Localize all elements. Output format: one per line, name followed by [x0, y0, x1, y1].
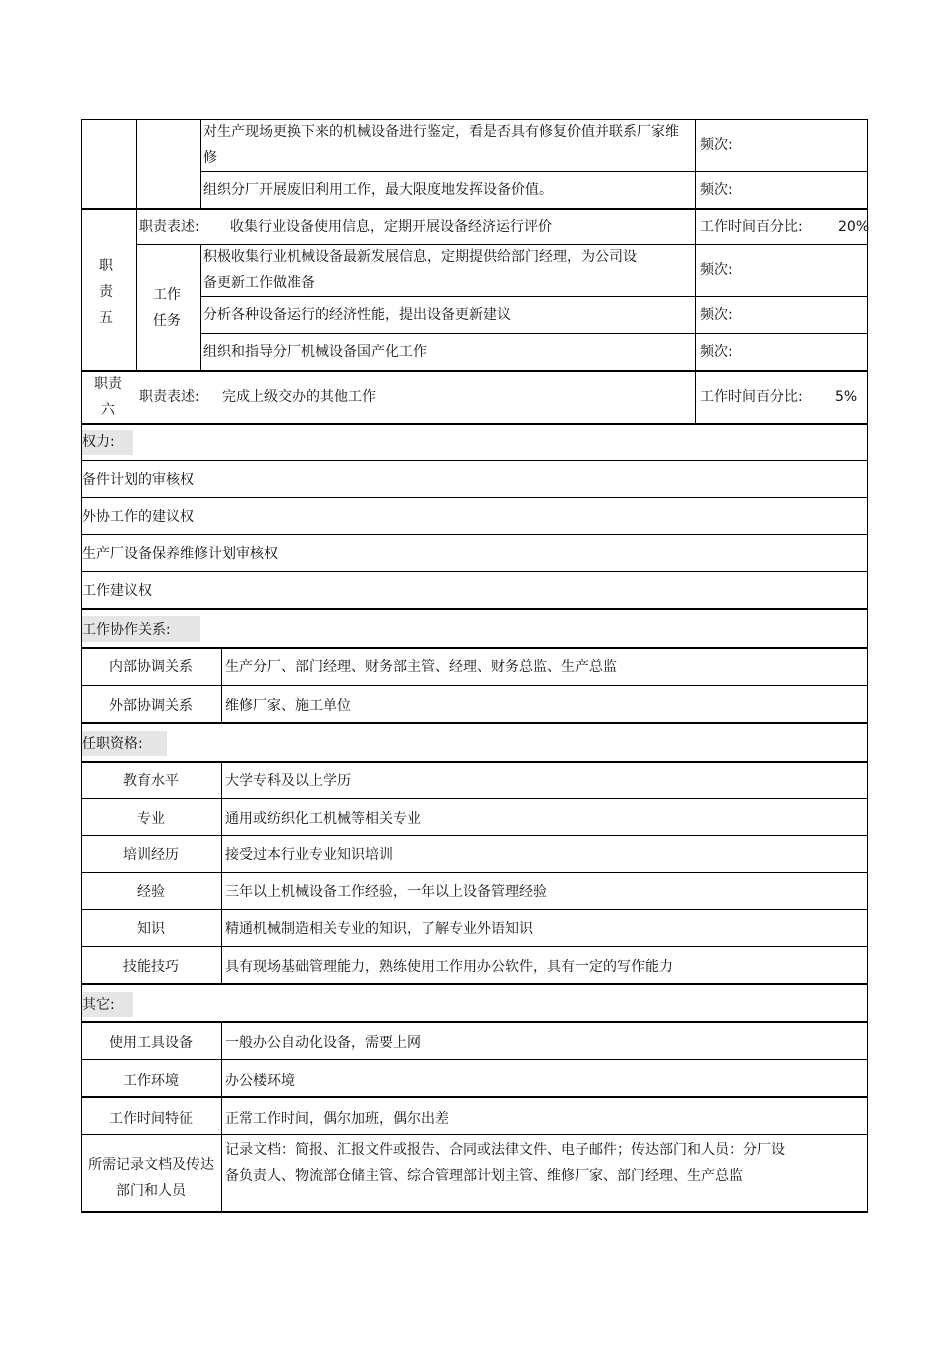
qualification-label: 经验: [137, 884, 165, 900]
other-label: 使用工具设备: [109, 1035, 193, 1051]
authority-item: 生产厂设备保养维修计划审核权: [82, 546, 278, 562]
other-value: 正常工作时间，偶尔加班，偶尔出差: [225, 1111, 449, 1127]
frequency-label: 频次:: [700, 262, 733, 278]
qualification-value: 通用或纺织化工机械等相关专业: [225, 811, 421, 827]
qualification-value: 三年以上机械设备工作经验，一年以上设备管理经验: [225, 884, 547, 900]
authority-title: 权力:: [82, 434, 115, 450]
task-text: 对生产现场更换下来的机械设备进行鉴定，看是否具有修复价值并联系厂家维修: [203, 124, 679, 166]
qualification-label: 知识: [137, 921, 165, 937]
qualification-label: 技能技巧: [123, 959, 179, 975]
task-text: 分析各种设备运行的经济性能，提出设备更新建议: [203, 307, 511, 323]
other-value: 一般办公自动化设备，需要上网: [225, 1035, 421, 1051]
qualification-value: 具有现场基础管理能力，熟练使用工作用办公软件，具有一定的写作能力: [225, 959, 673, 975]
other-title: 其它:: [82, 997, 115, 1013]
time-percent-value: 20%: [838, 219, 870, 235]
task-text: 组织和指导分厂机械设备国产化工作: [203, 344, 427, 360]
cooperation-label: 外部协调关系: [109, 698, 193, 714]
resp5-label: 职 责 五: [99, 258, 113, 326]
statement-label: 职责表述:: [139, 389, 200, 405]
statement-text: 收集行业设备使用信息，定期开展设备经济运行评价: [230, 219, 552, 235]
qualification-label: 教育水平: [123, 773, 179, 789]
table-border-right: [867, 119, 868, 1213]
qualification-title: 任职资格:: [82, 736, 143, 752]
cooperation-value: 生产分厂、部门经理、财务部主管、经理、财务总监、生产总监: [225, 659, 617, 675]
other-label: 工作环境: [123, 1073, 179, 1089]
qualification-value: 大学专科及以上学历: [225, 773, 351, 789]
statement-label: 职责表述:: [139, 219, 200, 235]
authority-item: 工作建议权: [82, 583, 152, 599]
authority-item: 备件计划的审核权: [82, 472, 194, 488]
cooperation-title: 工作协作关系:: [82, 622, 171, 638]
qualification-label: 专业: [137, 811, 165, 827]
task-text: 组织分厂开展废旧利用工作，最大限度地发挥设备价值。: [203, 182, 553, 198]
frequency-label: 频次:: [700, 182, 733, 198]
cooperation-value: 维修厂家、施工单位: [225, 698, 351, 714]
time-percent-label: 工作时间百分比:: [700, 219, 803, 235]
frequency-label: 频次:: [700, 307, 733, 323]
authority-item: 外协工作的建议权: [82, 509, 194, 525]
other-label: 工作时间特征: [109, 1111, 193, 1127]
task-text: 积极收集行业机械设备最新发展信息，定期提供给部门经理，为公司设备更新工作做准备: [203, 249, 637, 291]
time-percent-value: 5%: [835, 389, 858, 405]
resp6-label: 职责 六: [94, 376, 122, 418]
time-percent-label: 工作时间百分比:: [700, 389, 803, 405]
cooperation-label: 内部协调关系: [109, 659, 193, 675]
other-value: 记录文档：简报、汇报文件或报告、合同或法律文件、电子邮件；传达部门和人员：分厂设备负责人、物流部仓储主管、综合管理部计划主管、维修厂家、部门经理、生产总监: [225, 1142, 785, 1184]
other-label: 所需记录文档及传达部门和人员: [88, 1157, 214, 1199]
frequency-label: 频次:: [700, 344, 733, 360]
qualification-value: 精通机械制造相关专业的知识，了解专业外语知识: [225, 921, 533, 937]
other-value: 办公楼环境: [225, 1073, 295, 1089]
qualification-label: 培训经历: [123, 847, 179, 863]
frequency-label: 频次:: [700, 137, 733, 153]
statement-text: 完成上级交办的其他工作: [222, 389, 376, 405]
qualification-value: 接受过本行业专业知识培训: [225, 847, 393, 863]
task-label: 工作 任务: [153, 287, 181, 329]
